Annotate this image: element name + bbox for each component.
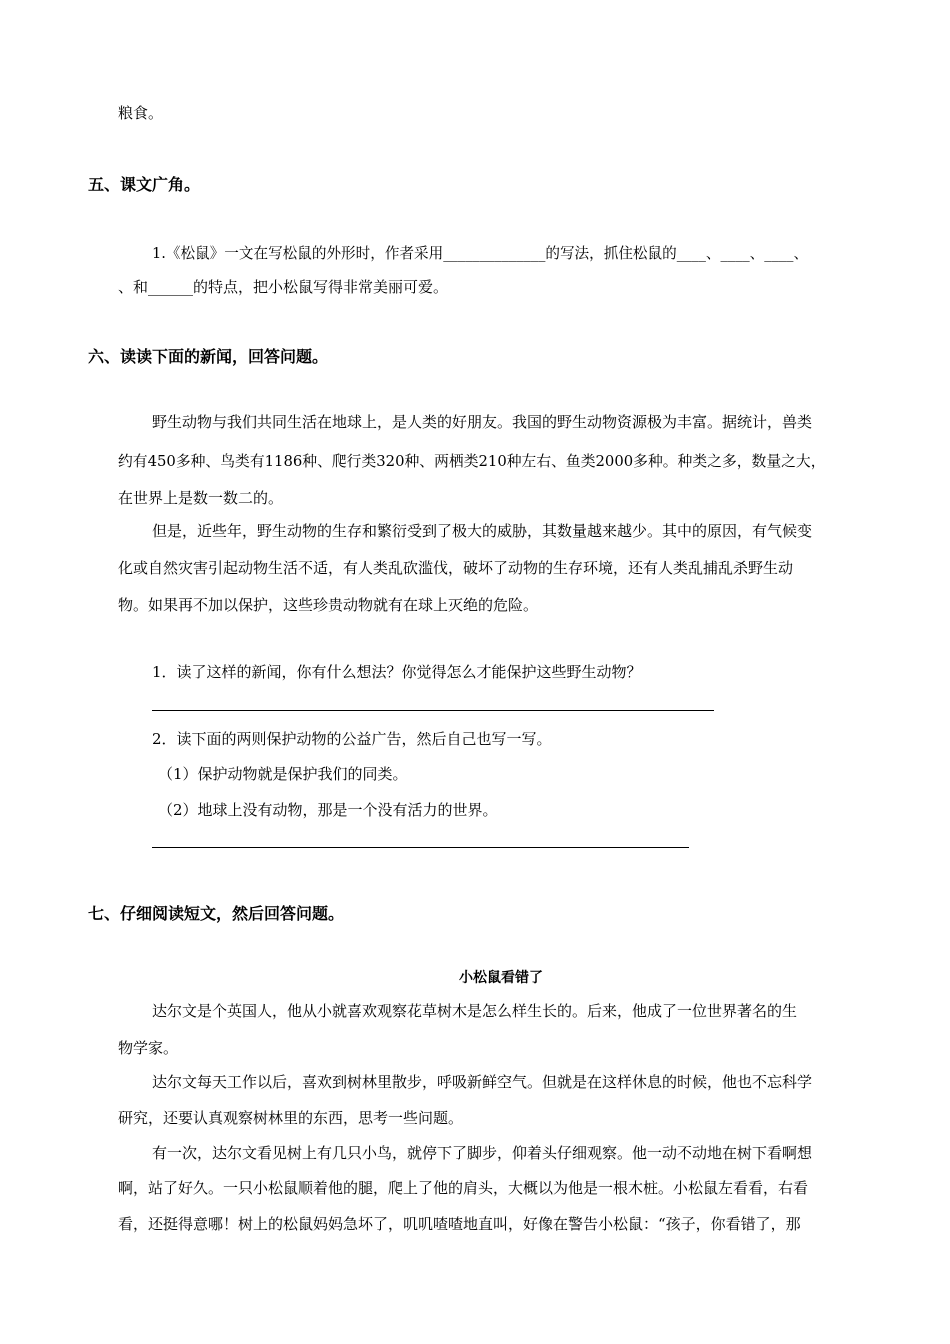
section7-heading: 七、仔细阅读短文，然后回答问题。 — [88, 904, 345, 923]
news-line: 约有450多种、鸟类有1186种、爬行类320种、两栖类210种左右、鱼类2000多种。种类之多，数量之大， — [118, 453, 826, 470]
ad-1: （1）保护动物就是保护我们的同类。 — [158, 765, 408, 783]
story-line: 有一次，达尔文看见树上有几只小鸟，就停下了脚步，仰着头仔细观察。他一动不动地在树下看啊想 — [152, 1144, 813, 1162]
section6-question-1: 1．读了这样的新闻，你有什么想法？你觉得怎么才能保护这些野生动物？ — [152, 663, 642, 681]
section6-question-2: 2．读下面的两则保护动物的公益广告，然后自己也写一写。 — [152, 730, 552, 748]
top-tail-text: 粮食。 — [118, 104, 164, 122]
section5-q1-line1: 1.《松鼠》一文在写松鼠的外形时，作者采用______________的写法，抓住松鼠的____、____、____、 — [152, 245, 809, 262]
story-title: 小松鼠看错了 — [459, 970, 543, 986]
news-line: 物。如果再不加以保护，这些珍贵动物就有在球上灭绝的危险。 — [118, 596, 539, 614]
news-line: 在世界上是数一数二的。 — [118, 489, 284, 507]
section5-heading: 五、课文广角。 — [88, 175, 201, 194]
story-line: 研究，还要认真观察树林里的东西，思考一些问题。 — [118, 1109, 464, 1127]
section6-heading: 六、读读下面的新闻，回答问题。 — [88, 347, 329, 366]
answer-line[interactable] — [152, 710, 714, 711]
news-line: 野生动物与我们共同生活在地球上，是人类的好朋友。我国的野生动物资源极为丰富。据统计，兽类 — [152, 413, 813, 431]
story-line: 看，还挺得意哪！树上的松鼠妈妈急坏了，叽叽喳喳地直叫，好像在警告小松鼠：“孩子，你看错了，那 — [118, 1215, 801, 1233]
story-line: 达尔文是个英国人，他从小就喜欢观察花草树木是怎么样生长的。后来，他成了一位世界著名的生 — [152, 1002, 798, 1020]
answer-line[interactable] — [152, 847, 689, 848]
ad-2: （2）地球上没有动物，那是一个没有活力的世界。 — [158, 801, 498, 819]
story-line: 物学家。 — [118, 1039, 179, 1057]
news-line: 但是，近些年，野生动物的生存和繁衍受到了极大的威胁，其数量越来越少。其中的原因，有气候变 — [152, 522, 813, 540]
news-line: 化或自然灾害引起动物生活不适，有人类乱砍滥伐，破坏了动物的生存环境，还有人类乱捕乱杀野生动 — [118, 559, 794, 577]
section5-q1-line2: 、和______的特点，把小松鼠写得非常美丽可爱。 — [118, 278, 449, 296]
story-line: 达尔文每天工作以后，喜欢到树林里散步，呼吸新鲜空气。但就是在这样休息的时候，他也不忘科学 — [152, 1073, 813, 1091]
story-line: 啊，站了好久。一只小松鼠顺着他的腿，爬上了他的肩头，大概以为他是一根木桩。小松鼠左看看，右看 — [118, 1179, 809, 1197]
